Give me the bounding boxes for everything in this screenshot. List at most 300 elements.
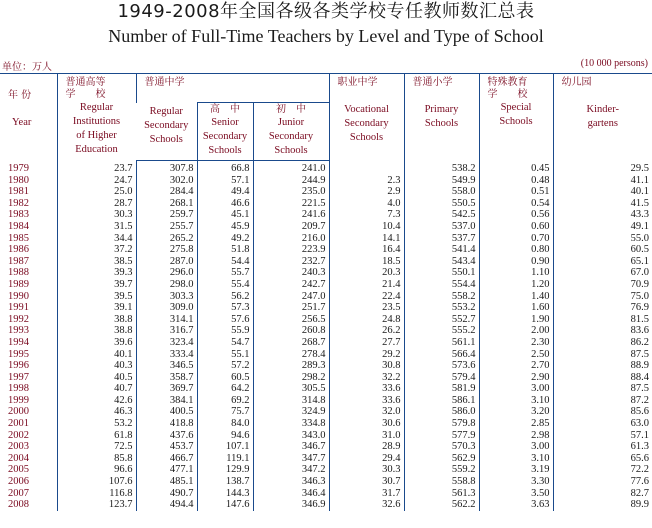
cell-higher: 39.1 <box>57 302 136 314</box>
table-row <box>0 430 652 442</box>
cell-secondary: 268.1 <box>136 198 197 210</box>
cell-year: 1981 <box>8 186 29 198</box>
cell-primary: 549.9 <box>404 175 479 187</box>
cell-kindergarten: 65.6 <box>553 453 652 465</box>
cell-year: 1992 <box>8 313 29 325</box>
cell-primary: 538.2 <box>404 161 479 175</box>
cell-primary: 579.8 <box>404 418 479 430</box>
cell-kindergarten: 88.9 <box>553 360 652 372</box>
cell-secondary: 485.1 <box>136 476 197 488</box>
cell-senior: 57.6 <box>197 314 253 326</box>
cell-year: 1993 <box>8 325 29 337</box>
cell-year: 1990 <box>8 290 29 302</box>
cell-secondary: 369.7 <box>136 383 197 395</box>
cell-special: 0.70 <box>479 233 553 245</box>
cell-junior: 346.4 <box>253 488 329 500</box>
cell-higher: 116.8 <box>57 488 136 500</box>
cell-vocational: 29.2 <box>329 349 404 361</box>
unit-label-chinese: 单位：万人 <box>2 62 52 73</box>
cell-higher: 42.6 <box>57 395 136 407</box>
header-secondary <box>136 103 197 161</box>
cell-junior: 240.3 <box>253 267 329 279</box>
cell-kindergarten: 41.5 <box>553 198 652 210</box>
table-body <box>0 161 652 511</box>
cell-kindergarten: 76.9 <box>553 302 652 314</box>
cell-year: 2004 <box>8 452 29 464</box>
cell-secondary: 316.7 <box>136 325 197 337</box>
cell-primary: 559.2 <box>404 464 479 476</box>
unit-label-english: (10 000 persons) <box>580 58 648 69</box>
table-row <box>0 221 652 233</box>
cell-senior: 57.1 <box>197 175 253 187</box>
cell-junior: 343.0 <box>253 430 329 442</box>
cell-kindergarten: 40.1 <box>553 186 652 198</box>
header-vocational <box>329 74 404 161</box>
cell-senior: 55.9 <box>197 325 253 337</box>
cell-secondary: 296.0 <box>136 267 197 279</box>
cell-senior: 55.7 <box>197 267 253 279</box>
header-junior-cn: 初 中 <box>276 104 306 115</box>
cell-senior: 57.2 <box>197 360 253 372</box>
header-senior-cn: 高 中 <box>210 104 240 115</box>
cell-primary: 550.1 <box>404 267 479 279</box>
cell-kindergarten: 67.0 <box>553 267 652 279</box>
cell-special: 3.50 <box>479 488 553 500</box>
cell-junior: 298.2 <box>253 372 329 384</box>
header-year <box>0 74 57 161</box>
cell-secondary: 453.7 <box>136 441 197 453</box>
cell-secondary: 303.3 <box>136 291 197 303</box>
cell-kindergarten: 72.2 <box>553 464 652 476</box>
cell-secondary: 333.4 <box>136 349 197 361</box>
cell-primary: 558.8 <box>404 476 479 488</box>
cell-higher: 30.3 <box>57 209 136 221</box>
cell-senior: 56.2 <box>197 291 253 303</box>
cell-senior: 94.6 <box>197 430 253 442</box>
cell-year: 2005 <box>8 464 29 476</box>
cell-special: 2.30 <box>479 337 553 349</box>
cell-vocational: 30.3 <box>329 464 404 476</box>
header-vocational-en: Vocational Secondary Schools <box>344 104 389 143</box>
table-row <box>0 395 652 407</box>
header-senior <box>197 103 253 161</box>
table-row <box>0 360 652 372</box>
cell-kindergarten: 86.2 <box>553 337 652 349</box>
cell-vocational: 32.0 <box>329 406 404 418</box>
cell-primary: 558.2 <box>404 291 479 303</box>
cell-kindergarten: 81.5 <box>553 314 652 326</box>
cell-junior: 216.0 <box>253 233 329 245</box>
cell-primary: 542.5 <box>404 209 479 221</box>
cell-primary: 558.0 <box>404 186 479 198</box>
cell-senior: 66.8 <box>197 161 253 175</box>
cell-secondary: 400.5 <box>136 406 197 418</box>
cell-year: 2008 <box>8 499 29 511</box>
table-row <box>0 209 652 221</box>
table-row <box>0 349 652 361</box>
cell-junior: 244.9 <box>253 175 329 187</box>
cell-special: 2.00 <box>479 325 553 337</box>
cell-kindergarten: 63.0 <box>553 418 652 430</box>
cell-special: 3.20 <box>479 406 553 418</box>
cell-senior: 107.1 <box>197 441 253 453</box>
cell-primary: 586.0 <box>404 406 479 418</box>
cell-vocational: 26.2 <box>329 325 404 337</box>
cell-junior: 247.0 <box>253 291 329 303</box>
cell-senior: 147.6 <box>197 499 253 511</box>
cell-year: 2003 <box>8 441 29 453</box>
cell-junior: 314.8 <box>253 395 329 407</box>
cell-higher: 40.7 <box>57 383 136 395</box>
cell-year: 1998 <box>8 383 29 395</box>
cell-senior: 55.1 <box>197 349 253 361</box>
cell-secondary: 477.1 <box>136 464 197 476</box>
cell-kindergarten: 43.3 <box>553 209 652 221</box>
cell-secondary: 307.8 <box>136 161 197 175</box>
table-row <box>0 175 652 187</box>
header-kindergarten <box>553 74 652 161</box>
cell-junior: 347.7 <box>253 453 329 465</box>
cell-higher: 28.7 <box>57 198 136 210</box>
header-secondary-en: Regular Secondary Schools <box>144 105 189 145</box>
cell-primary: 577.9 <box>404 430 479 442</box>
cell-kindergarten: 60.5 <box>553 244 652 256</box>
cell-year: 1991 <box>8 302 29 314</box>
cell-vocational: 32.2 <box>329 372 404 384</box>
table-row <box>0 372 652 384</box>
cell-senior: 144.3 <box>197 488 253 500</box>
cell-special: 2.70 <box>479 360 553 372</box>
cell-higher: 40.5 <box>57 372 136 384</box>
cell-higher: 39.7 <box>57 279 136 291</box>
cell-primary: 566.4 <box>404 349 479 361</box>
cell-vocational: 33.6 <box>329 395 404 407</box>
cell-vocational: 10.4 <box>329 221 404 233</box>
cell-junior: 242.7 <box>253 279 329 291</box>
header-kindergarten-en: Kinder- gartens <box>586 104 619 129</box>
header-special-cn: 特殊教育 学 校 <box>487 77 528 100</box>
cell-kindergarten: 88.4 <box>553 372 652 384</box>
cell-vocational: 14.1 <box>329 233 404 245</box>
cell-senior: 119.1 <box>197 453 253 465</box>
cell-kindergarten: 70.9 <box>553 279 652 291</box>
cell-year: 1985 <box>8 232 29 244</box>
table-row <box>0 186 652 198</box>
cell-junior: 324.9 <box>253 406 329 418</box>
cell-senior: 55.4 <box>197 279 253 291</box>
cell-senior: 54.4 <box>197 256 253 268</box>
cell-junior: 221.5 <box>253 198 329 210</box>
header-higher-en: Regular Institutions of Higher Education <box>72 102 121 155</box>
header-primary <box>404 74 479 161</box>
cell-vocational: 16.4 <box>329 244 404 256</box>
cell-secondary: 358.7 <box>136 372 197 384</box>
header-higher <box>57 74 136 161</box>
cell-year: 2001 <box>8 418 29 430</box>
cell-junior: 241.0 <box>253 161 329 175</box>
table-row <box>0 476 652 488</box>
cell-special: 3.00 <box>479 441 553 453</box>
cell-higher: 39.6 <box>57 337 136 349</box>
cell-junior: 289.3 <box>253 360 329 372</box>
cell-special: 0.48 <box>479 175 553 187</box>
cell-kindergarten: 87.5 <box>553 349 652 361</box>
cell-senior: 49.2 <box>197 233 253 245</box>
cell-higher: 39.5 <box>57 291 136 303</box>
cell-special: 2.98 <box>479 430 553 442</box>
cell-special: 0.51 <box>479 186 553 198</box>
cell-kindergarten: 29.5 <box>553 161 652 175</box>
cell-senior: 49.4 <box>197 186 253 198</box>
table-row <box>0 383 652 395</box>
cell-vocational: 32.6 <box>329 499 404 511</box>
header-junior <box>253 103 329 161</box>
cell-special: 1.10 <box>479 267 553 279</box>
cell-vocational: 2.9 <box>329 186 404 198</box>
cell-secondary: 466.7 <box>136 453 197 465</box>
cell-primary: 554.4 <box>404 279 479 291</box>
cell-year: 1989 <box>8 278 29 290</box>
cell-vocational: 28.9 <box>329 441 404 453</box>
cell-primary: 562.2 <box>404 499 479 511</box>
cell-kindergarten: 82.7 <box>553 488 652 500</box>
cell-senior: 64.2 <box>197 383 253 395</box>
cell-primary: 550.5 <box>404 198 479 210</box>
cell-year: 2006 <box>8 476 29 488</box>
table-row <box>0 406 652 418</box>
cell-primary: 537.7 <box>404 233 479 245</box>
cell-junior: 268.7 <box>253 337 329 349</box>
cell-year: 1984 <box>8 220 29 232</box>
cell-year: 1994 <box>8 336 29 348</box>
cell-senior: 60.5 <box>197 372 253 384</box>
cell-kindergarten: 75.0 <box>553 291 652 303</box>
cell-junior: 346.7 <box>253 441 329 453</box>
cell-year: 2002 <box>8 429 29 441</box>
cell-higher: 61.8 <box>57 430 136 442</box>
cell-secondary: 287.0 <box>136 256 197 268</box>
cell-higher: 53.2 <box>57 418 136 430</box>
cell-senior: 46.6 <box>197 198 253 210</box>
cell-senior: 138.7 <box>197 476 253 488</box>
header-primary-cn: 普通小学 <box>412 77 453 88</box>
cell-junior: 260.8 <box>253 325 329 337</box>
cell-primary: 581.9 <box>404 383 479 395</box>
cell-vocational: 31.0 <box>329 430 404 442</box>
cell-kindergarten: 89.9 <box>553 499 652 511</box>
cell-primary: 561.1 <box>404 337 479 349</box>
cell-year: 1979 <box>8 162 29 174</box>
cell-junior: 223.9 <box>253 244 329 256</box>
page-title-chinese: 1949-2008年全国各级各类学校专任教师数汇总表 <box>117 1 535 22</box>
cell-higher: 31.5 <box>57 221 136 233</box>
cell-vocational: 18.5 <box>329 256 404 268</box>
cell-secondary: 490.7 <box>136 488 197 500</box>
cell-higher: 72.5 <box>57 441 136 453</box>
cell-kindergarten: 77.6 <box>553 476 652 488</box>
cell-kindergarten: 57.1 <box>553 430 652 442</box>
cell-senior: 69.2 <box>197 395 253 407</box>
cell-year: 1987 <box>8 255 29 267</box>
cell-kindergarten: 65.1 <box>553 256 652 268</box>
cell-primary: 552.7 <box>404 314 479 326</box>
cell-junior: 241.6 <box>253 209 329 221</box>
cell-special: 2.90 <box>479 372 553 384</box>
cell-special: 3.30 <box>479 476 553 488</box>
cell-year: 1997 <box>8 371 29 383</box>
cell-primary: 537.0 <box>404 221 479 233</box>
cell-kindergarten: 55.0 <box>553 233 652 245</box>
cell-vocational: 23.5 <box>329 302 404 314</box>
cell-primary: 579.4 <box>404 372 479 384</box>
cell-year: 1986 <box>8 244 29 256</box>
header-secondary-group-cn: 普通中学 <box>144 77 185 88</box>
table-row <box>0 302 652 314</box>
cell-special: 0.60 <box>479 221 553 233</box>
cell-secondary: 275.8 <box>136 244 197 256</box>
cell-secondary: 323.4 <box>136 337 197 349</box>
cell-secondary: 298.0 <box>136 279 197 291</box>
cell-kindergarten: 87.2 <box>553 395 652 407</box>
table-row <box>0 337 652 349</box>
cell-vocational: 27.7 <box>329 337 404 349</box>
cell-special: 2.85 <box>479 418 553 430</box>
cell-year: 1999 <box>8 394 29 406</box>
table-row <box>0 256 652 268</box>
cell-vocational: 31.7 <box>329 488 404 500</box>
table-row <box>0 244 652 256</box>
cell-primary: 553.2 <box>404 302 479 314</box>
cell-junior: 209.7 <box>253 221 329 233</box>
cell-special: 0.56 <box>479 209 553 221</box>
cell-junior: 256.5 <box>253 314 329 326</box>
cell-junior: 334.8 <box>253 418 329 430</box>
cell-senior: 129.9 <box>197 464 253 476</box>
cell-special: 1.40 <box>479 291 553 303</box>
cell-special: 0.54 <box>479 198 553 210</box>
cell-secondary: 346.5 <box>136 360 197 372</box>
cell-secondary: 259.7 <box>136 209 197 221</box>
cell-secondary: 494.4 <box>136 499 197 511</box>
cell-higher: 107.6 <box>57 476 136 488</box>
cell-higher: 37.2 <box>57 244 136 256</box>
cell-vocational: 30.7 <box>329 476 404 488</box>
table-row <box>0 279 652 291</box>
cell-junior: 278.4 <box>253 349 329 361</box>
table-row <box>0 267 652 279</box>
cell-secondary: 418.8 <box>136 418 197 430</box>
cell-special: 3.19 <box>479 464 553 476</box>
cell-vocational: 29.4 <box>329 453 404 465</box>
cell-special: 3.10 <box>479 395 553 407</box>
table-row <box>0 453 652 465</box>
cell-year: 1996 <box>8 360 29 372</box>
cell-secondary: 302.0 <box>136 175 197 187</box>
cell-senior: 51.8 <box>197 244 253 256</box>
cell-year: 2007 <box>8 487 29 499</box>
cell-year: 2000 <box>8 406 29 418</box>
cell-vocational: 33.6 <box>329 383 404 395</box>
cell-senior: 45.1 <box>197 209 253 221</box>
cell-special: 3.10 <box>479 453 553 465</box>
cell-vocational: 4.0 <box>329 198 404 210</box>
cell-vocational: 21.4 <box>329 279 404 291</box>
cell-secondary: 255.7 <box>136 221 197 233</box>
header-special <box>479 74 553 161</box>
cell-secondary: 437.6 <box>136 430 197 442</box>
cell-junior: 305.5 <box>253 383 329 395</box>
cell-special: 3.63 <box>479 499 553 511</box>
cell-secondary: 314.1 <box>136 314 197 326</box>
cell-secondary: 309.0 <box>136 302 197 314</box>
cell-higher: 23.7 <box>57 161 136 175</box>
cell-senior: 54.7 <box>197 337 253 349</box>
header-special-en: Special Schools <box>499 102 533 127</box>
cell-vocational: 7.3 <box>329 209 404 221</box>
header-year-en: Year <box>12 117 32 128</box>
cell-junior: 232.7 <box>253 256 329 268</box>
cell-higher: 39.3 <box>57 267 136 279</box>
cell-primary: 555.2 <box>404 325 479 337</box>
cell-vocational: 24.8 <box>329 314 404 326</box>
table-row <box>0 441 652 453</box>
header-kindergarten-cn: 幼儿园 <box>561 77 592 88</box>
cell-year: 1995 <box>8 348 29 360</box>
cell-higher: 46.3 <box>57 406 136 418</box>
cell-higher: 38.8 <box>57 314 136 326</box>
cell-higher: 38.5 <box>57 256 136 268</box>
cell-higher: 34.4 <box>57 233 136 245</box>
cell-vocational <box>329 161 404 175</box>
cell-vocational: 2.3 <box>329 175 404 187</box>
table-row <box>0 233 652 245</box>
cell-primary: 541.4 <box>404 244 479 256</box>
cell-senior: 57.3 <box>197 302 253 314</box>
cell-higher: 25.0 <box>57 186 136 198</box>
cell-kindergarten: 87.5 <box>553 383 652 395</box>
table-row <box>0 418 652 430</box>
cell-primary: 573.6 <box>404 360 479 372</box>
cell-primary: 586.1 <box>404 395 479 407</box>
cell-year: 1980 <box>8 174 29 186</box>
cell-kindergarten: 83.6 <box>553 325 652 337</box>
header-year-cn: 年 份 <box>8 90 32 101</box>
cell-primary: 562.9 <box>404 453 479 465</box>
cell-vocational: 30.8 <box>329 360 404 372</box>
page-title-english: Number of Full-Time Teachers by Level and Type of School <box>108 26 544 46</box>
cell-year: 1982 <box>8 197 29 209</box>
header-senior-en: Senior Secondary Schools <box>202 117 248 156</box>
table-row <box>0 198 652 210</box>
cell-kindergarten: 61.3 <box>553 441 652 453</box>
cell-senior: 45.9 <box>197 221 253 233</box>
header-secondary-group <box>136 74 329 103</box>
cell-primary: 570.3 <box>404 441 479 453</box>
cell-higher: 38.8 <box>57 325 136 337</box>
cell-higher: 40.3 <box>57 360 136 372</box>
table-row <box>0 488 652 500</box>
cell-senior: 75.7 <box>197 406 253 418</box>
cell-higher: 123.7 <box>57 499 136 511</box>
header-junior-en: Junior Secondary Schools <box>268 117 314 156</box>
cell-junior: 251.7 <box>253 302 329 314</box>
table-row <box>0 291 652 303</box>
cell-special: 1.90 <box>479 314 553 326</box>
cell-special: 0.90 <box>479 256 553 268</box>
cell-special: 1.20 <box>479 279 553 291</box>
cell-primary: 561.3 <box>404 488 479 500</box>
cell-junior: 235.0 <box>253 186 329 198</box>
